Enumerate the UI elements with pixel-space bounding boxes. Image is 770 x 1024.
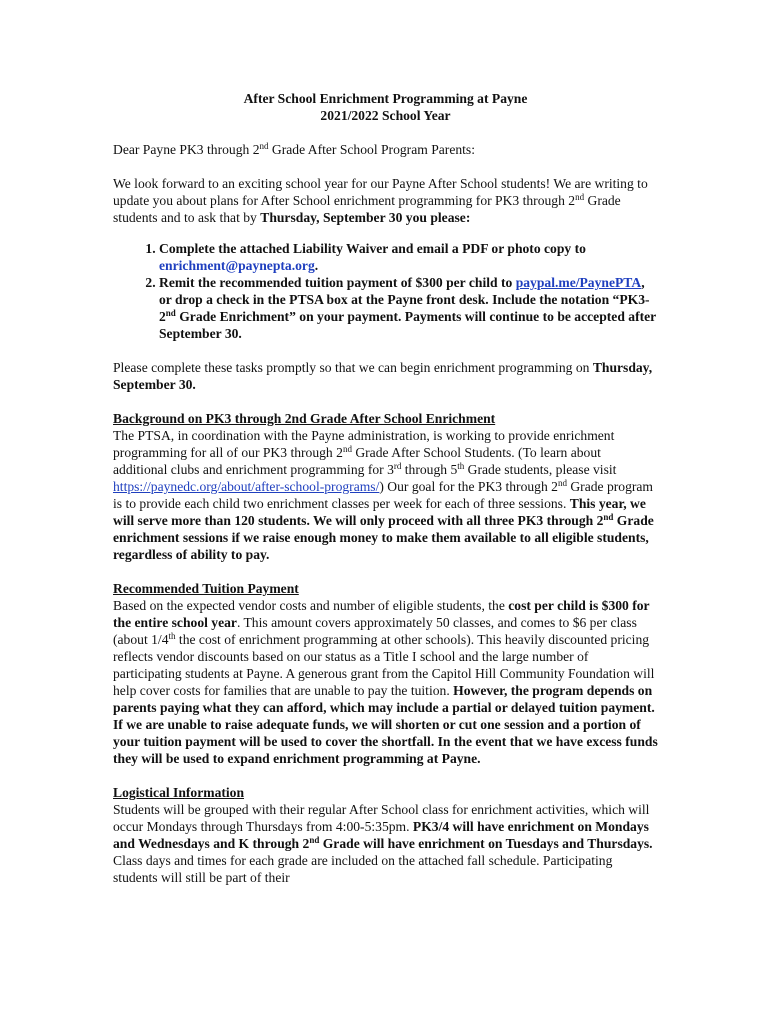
document-subtitle: 2021/2022 School Year <box>320 108 451 123</box>
task-item-waiver: 1. Complete the attached Liability Waiver and email a PDF or photo copy to enrichment@paynepta.org. <box>159 240 658 274</box>
logistics-heading: Logistical Information <box>113 785 245 800</box>
document-page <box>113 90 658 886</box>
complete-tasks-paragraph: Please complete these tasks promptly so that we can begin enrichment programming on Thursday, September 30. <box>113 360 653 392</box>
background-section: Background on PK3 through 2nd Grade After School Enrichment The PTSA, in coordination with the Payne administration, is working to provide enrichment programming for all of our PK3 through 2nd Grade After School Students. (To learn about additional clubs and enrichment programming for 3rd through 5th Grade students, please visit https://paynedc.org/about/after-school-programs/) Our goal for the PK3 through 2nd Grade program is to provide each child two enrichment classes per week for each of three sessions. This year, we will serve more than 120 students. We will only proceed with all three PK3 through 2nd Grade enrichment sessions if we raise enough money to make them available to all eligible students, regardless of ability to pay. <box>113 410 658 563</box>
tuition-section: Recommended Tuition Payment Based on the expected vendor costs and number of eligible students, the cost per child is $300 for the entire school year. This amount covers approximately 50 classes, and comes to $6 per class (about 1/4th the cost of enrichment programming at other schools). This heavily discounted pricing reflects vendor discounts based on our status as a Title I school and the large number of participating students at Payne. A generous grant from the Capitol Hill Community Foundation will help cover costs for families that are unable to pay the tuition. However, the program depends on parents paying what they can afford, which may include a partial or delayed tuition payment. If we are unable to raise adequate funds, we will shorten or cut one session and a portion of your tuition payment will be used to cover the shortfall. In the event that we have excess funds they will be used to expand enrichment programming at Payne. <box>113 581 658 766</box>
greeting: Dear Payne PK3 through 2nd Grade After School Program Parents: <box>113 141 476 157</box>
background-heading: Background on PK3 through 2nd Grade After School Enrichment <box>113 411 496 426</box>
document-title: After School Enrichment Programming at Payne <box>243 91 528 106</box>
tuition-heading: Recommended Tuition Payment <box>113 581 299 596</box>
email-link[interactable]: enrichment@paynepta.org <box>159 258 315 273</box>
task-item-payment: 2. Remit the recommended tuition payment of $300 per child to paypal.me/PaynePTA, or drop a check in the PTSA box at the Payne front desk. Include the notation “PK3-2nd Grade Enrichment” on your payment. Payments will continue to be accepted after September 30. <box>159 274 658 342</box>
paypal-link[interactable]: paypal.me/PaynePTA <box>515 275 642 290</box>
logistics-section: Logistical Information Students will be grouped with their regular After School class for enrichment activities, which will occur Mondays through Thursdays from 4:00-5:35pm. PK3/4 will have enrichment on Mondays and Wednesdays and K through 2nd Grade will have enrichment on Tuesdays and Thursdays. Class days and times for each grade are included on the attached fall schedule. Participating students will still be part of their <box>113 784 658 886</box>
after-school-programs-link[interactable]: https://paynedc.org/about/after-school-programs/ <box>113 479 380 494</box>
intro-paragraph: We look forward to an exciting school year for our Payne After School students! We are writing to update you about plans for After School enrichment programming for PK3 through 2nd Grade students and to ask that by Thursday, September 30 you please: <box>113 176 648 225</box>
task-list <box>113 240 658 342</box>
